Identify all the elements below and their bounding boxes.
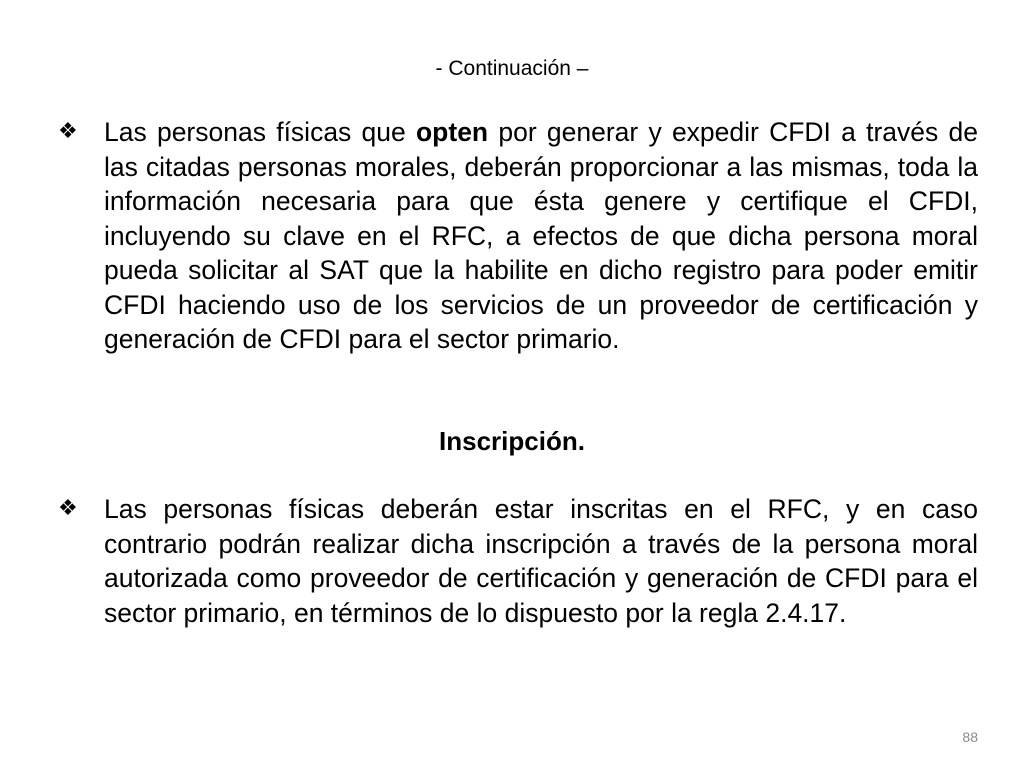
diamond-bullet-icon: ❖ xyxy=(58,119,78,144)
bullet-text: Las personas físicas deberán estar inscritas en el RFC, y en caso contrario podrán realizar dicha inscripción a través de la persona moral autorizada como proveedor de certificación y generación de CFDI para el sector primario, en términos de lo dispuesto por la regla 2.4.17. xyxy=(104,494,978,628)
continuation-subtitle: - Continuación – xyxy=(435,57,589,80)
bullet-text xyxy=(104,115,978,357)
bullet-text-start: Las personas físicas que xyxy=(104,117,416,147)
diamond-bullet-icon: ❖ xyxy=(58,496,78,521)
bullet-text-rest: por generar y expedir CFDI a través de las citadas personas morales, deberán proporcionar a las mismas, toda la información necesaria para que ésta genere y certifique el CFDI, incluyendo su clave en el RFC, a efectos de que dicha persona moral pueda solicitar al SAT que la habilite en dicho registro para poder emitir CFDI haciendo uso de los servicios de un proveedor de certificación y generación de CFDI para el sector primario. xyxy=(104,117,978,354)
section-heading: Inscripción. xyxy=(439,426,585,456)
page-number: 88 xyxy=(962,729,978,745)
bullet-text-emphasis: opten xyxy=(416,117,489,147)
